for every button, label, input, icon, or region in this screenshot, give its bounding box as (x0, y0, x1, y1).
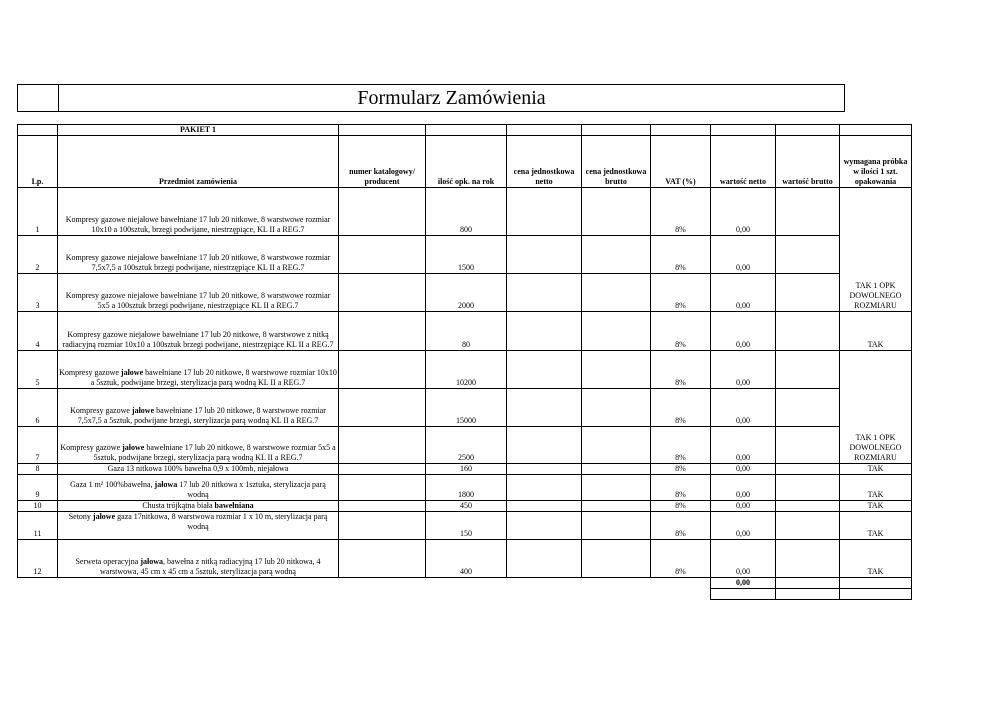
header-unit-net: cena jednostkowa netto (507, 136, 582, 188)
header-vat: VAT (%) (651, 136, 711, 188)
header-gross-value: wartość brutto (776, 136, 840, 188)
header-catalog: numer katalogowy/ producent (339, 136, 426, 188)
header-unit-gross: cena jednostkowa brutto (582, 136, 651, 188)
title-lp-cell (18, 85, 59, 111)
table-row: 4 Kompresy gazowe niejałowe bawełniane 17 lub 20 nitkowe, 8 warstwowe z nitką radiacyjną rozmiar 10x10 a 100sztuk brzegi podwijane, niestrzępiące KL II a REG.7 80 8% 0,00 TAK (18, 312, 912, 351)
header-sample: wymagana próbka w ilości 1 szt. opakowania (840, 136, 912, 188)
table-row: 9 Gaza 1 m² 100%bawełna, jałowa 17 lub 20 nitkowa x 1sztuka, sterylizacja parą wodną 1800 8% 0,00 TAK (18, 475, 912, 501)
table-row: 11 Setony jałowe gaza 17nitkowa, 8 warstwowa rozmiar 1 x 10 m, sterylizacja parą wodną 150 8% 0,00 TAK (18, 512, 912, 540)
header-net-value: wartość netto (711, 136, 776, 188)
pakiet-label: PAKIET 1 (58, 125, 339, 136)
table-row: 7 Kompresy gazowe jałowe bawełniane 17 lub 20 nitkowe, 8 warstwowe rozmiar 5x5 a 5sztuk, podwijane brzegi, sterylizacja parą wodną KL II a REG.7 2500 8% 0,00 (18, 427, 912, 464)
header-lp: Lp. (18, 136, 58, 188)
total-row (18, 578, 912, 589)
table-row: 2 Kompresy gazowe niejałowe bawełniane 17 lub 20 nitkowe, 8 warstwowe rozmiar 7,5x7,5 a 100sztuk brzegi podwijane, niestrzępiące KL II a REG.7 1500 8% 0,00 (18, 236, 912, 274)
page-title: Formularz Zamówienia (357, 87, 546, 109)
table-row: 12 Serweta operacyjna jałowa, bawełna z nitką radiacyjną 17 lub 20 nitkowa, 4 warstwowa, 45 cm x 45 cm a 5sztuk, sterylizacja parą wodną 400 8% 0,00 TAK (18, 540, 912, 578)
total-net-value: 0,00 (711, 578, 776, 589)
pakiet-row (18, 125, 912, 136)
table-row: 8 Gaza 13 nitkowa 100% bawełna 0,9 x 100mb, niejałowa 160 8% 0,00 TAK (18, 464, 912, 475)
header-item: Przedmiot zamówienia (58, 136, 339, 188)
header-qty: ilość opk. na rok (426, 136, 507, 188)
order-table (17, 124, 912, 600)
table-row: 10 Chusta trójkątna biała bawełniana 450 8% 0,00 TAK (18, 501, 912, 512)
form-title-box (17, 84, 845, 112)
table-row: 5 Kompresy gazowe jałowe bawełniane 17 lub 20 nitkowe, 8 warstwowe rozmiar 10x10 a 5sztuk, podwijane brzegi, sterylizacja parą wodną KL II a REG.7 10200 8% 0,00 TAK 1 OPK DOWOLNEGO ROZMIARU (18, 351, 912, 389)
table-row: 3 Kompresy gazowe niejałowe bawełniane 17 lub 20 nitkowe, 8 warstwowe rozmiar 5x5 a 100sztuk brzegi podwijane, niestrzępiące KL II a REG.7 2000 8% 0,00 (18, 274, 912, 312)
header-row (18, 136, 912, 188)
total-row-2 (18, 589, 912, 600)
sample-cell-group: TAK 1 OPK DOWOLNEGO ROZMIARU (840, 188, 912, 312)
table-row: 1 Kompresy gazowe niejałowe bawełniane 17 lub 20 nitkowe, 8 warstwowe rozmiar 10x10 a 100sztuk, brzegi podwijane, niestrzępiące, KL II a REG.7 800 8% 0,00 TAK 1 OPK DOWOLNEGO ROZMIARU (18, 188, 912, 236)
sample-cell-group-2: TAK 1 OPK DOWOLNEGO ROZMIARU (840, 351, 912, 464)
table-row: 6 Kompresy gazowe jałowe bawełniane 17 lub 20 nitkowe, 8 warstwowe rozmiar 7,5x7,5 a 5sztuk, podwijane brzegi, sterylizacja parą wodną KL II a REG.7 15000 8% 0,00 (18, 389, 912, 427)
